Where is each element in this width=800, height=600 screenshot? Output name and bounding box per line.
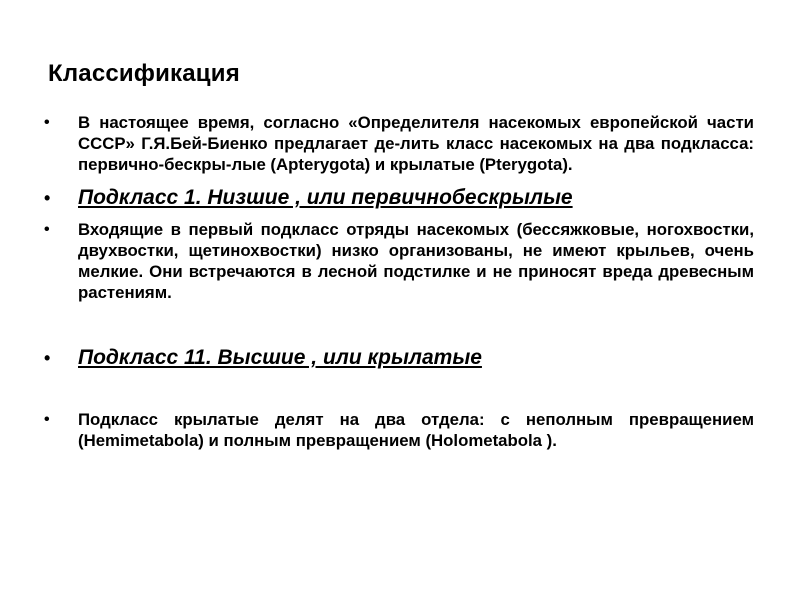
bullet-icon: • — [44, 188, 51, 208]
bullet-icon: • — [44, 411, 50, 428]
bullet-icon: • — [44, 348, 51, 368]
bullet-icon: • — [44, 114, 50, 131]
bullet-item-subclass-11-desc — [42, 409, 754, 451]
bullet-heading-subclass-11 — [42, 345, 754, 371]
subclass-heading: Подкласс 11. Высшие , или крылатые — [78, 346, 482, 369]
bullet-item-subclass-1-desc — [42, 219, 754, 303]
bullet-text: В настоящее время, согласно «Определителя насекомых европейской части СССР» Г.Я.Бей-Биенко предлагает де-лить класс насекомых на два подкласса: первично-бескры-лые (Apterygota) и крылатые (Pterygota). — [78, 113, 754, 174]
bullet-heading-subclass-1 — [42, 185, 754, 211]
slide-title: Классификация — [48, 60, 240, 87]
subclass-heading: Подкласс 1. Низшие , или первичнобескрылые — [78, 186, 573, 209]
bullet-list — [42, 108, 754, 451]
bullet-item-intro — [42, 112, 754, 175]
bullet-icon: • — [44, 221, 50, 238]
bullet-text: Подкласс крылатые делят на два отдела: с неполным превращением (Hemimetabola) и полным превращением (Holometabola ). — [78, 410, 754, 450]
bullet-text: Входящие в первый подкласс отряды насекомых (бессяжковые, ногохвостки, двухвостки, щетинохвостки) низко организованы, не имеют крыльев, очень мелкие. Они встречаются в лесной подстилке и не приносят вреда древесным растениям. — [78, 220, 754, 302]
